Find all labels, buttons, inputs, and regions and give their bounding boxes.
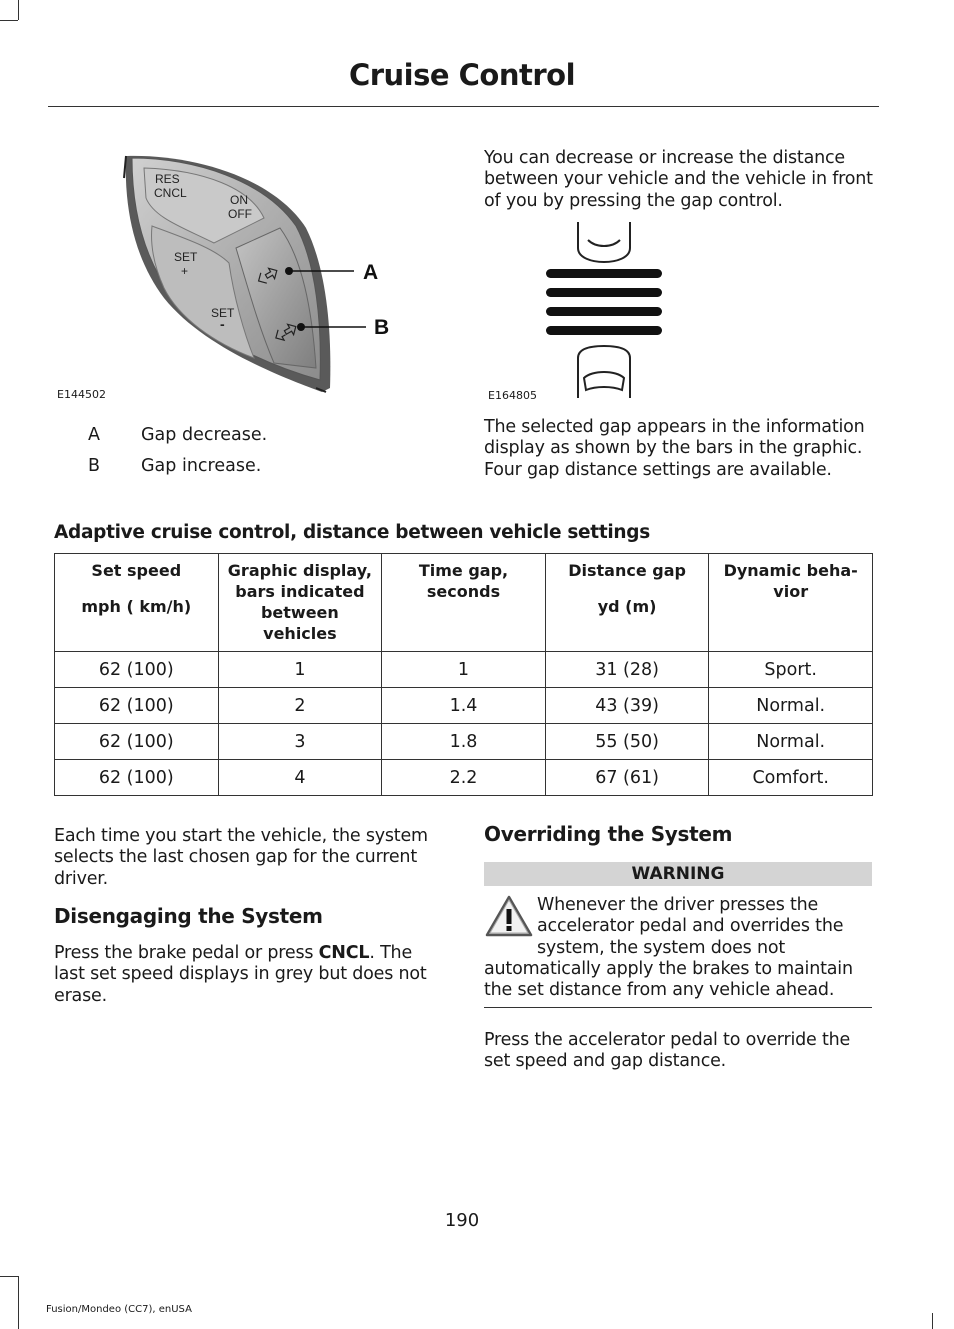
header-time-gap <box>382 554 546 652</box>
disengage-text <box>54 943 446 1007</box>
figure-code-right: E164805 <box>488 389 537 402</box>
disengage-text-post: . The last set speed displays in grey but does not erase. <box>54 943 427 1006</box>
cell-time-gap: 1.8 <box>382 724 546 760</box>
cell-bars: 1 <box>218 652 382 688</box>
table-header-row <box>55 554 873 652</box>
gap-display-figure <box>540 218 670 402</box>
res-label: RES <box>155 172 180 186</box>
on-label: ON <box>230 193 248 207</box>
footer-text: Fusion/Mondeo (CC7), enUSA <box>46 1304 192 1315</box>
cell-set-speed: 62 (100) <box>55 688 219 724</box>
legend-text-a: Gap decrease. <box>141 425 268 445</box>
header-graphic-display <box>218 554 382 652</box>
gap-settings-table <box>54 553 873 796</box>
set-plus-sign: + <box>181 264 189 278</box>
header-dynamic-behavior <box>709 554 873 652</box>
steering-control-illustration <box>54 148 414 404</box>
crop-mark <box>932 1313 933 1329</box>
warning-end-rule <box>484 1007 872 1008</box>
cncl-label: CNCL <box>154 186 187 200</box>
cell-time-gap: 2.2 <box>382 760 546 796</box>
crop-mark <box>18 0 19 20</box>
gap-intro-text: You can decrease or increase the distance between your vehicle and the vehicle in front of you by pressing the gap control. <box>484 148 873 211</box>
legend-key-b: B <box>88 456 101 476</box>
warning-banner: WARNING <box>484 862 872 886</box>
set-plus-label: SET <box>174 250 198 264</box>
header-distance-gap-line1: Distance gap <box>568 561 686 580</box>
own-vehicle-icon <box>578 346 630 398</box>
warning-text <box>484 895 876 1001</box>
cell-set-speed: 62 (100) <box>55 724 219 760</box>
warning-text-content: Whenever the driver presses the accelerator pedal and overrides the system, the system does not automatically apply the brakes to maintain the set distance from any vehicle ahead. <box>484 895 853 1001</box>
header-set-speed-line2: mph ( km/h) <box>81 597 192 616</box>
header-set-speed-line1: Set speed <box>91 561 182 580</box>
header-set-speed <box>55 554 219 652</box>
page-number: 190 <box>444 1210 480 1231</box>
cell-time-gap: 1.4 <box>382 688 546 724</box>
header-time-gap-text: Time gap, seconds <box>418 561 509 601</box>
gap-bar <box>546 288 662 297</box>
crop-mark <box>18 1276 19 1329</box>
cncl-bold: CNCL <box>318 943 370 963</box>
gap-display-text: The selected gap appears in the information display as shown by the bars in the graphic. Four gap distance settings are available. <box>484 417 865 480</box>
override-heading: Overriding the System <box>484 822 733 846</box>
gap-bar <box>546 307 662 316</box>
table-row <box>55 724 873 760</box>
gap-bar <box>546 326 662 335</box>
cell-bars: 3 <box>218 724 382 760</box>
gap-bar <box>546 269 662 278</box>
table-row <box>55 652 873 688</box>
steering-control-figure <box>54 148 414 404</box>
gap-display-illustration <box>540 218 670 402</box>
title-rule <box>48 106 879 107</box>
cell-distance-gap: 31 (28) <box>545 652 709 688</box>
cell-behavior: Comfort. <box>709 760 873 796</box>
cell-distance-gap: 55 (50) <box>545 724 709 760</box>
gap-bars <box>546 269 662 335</box>
figure-code-left: E144502 <box>57 388 106 401</box>
disengage-text-pre: Press the brake pedal or press <box>54 943 319 963</box>
override-text: Press the accelerator pedal to override the set speed and gap distance. <box>484 1030 851 1072</box>
legend-text-b: Gap increase. <box>141 456 262 476</box>
page-title: Cruise Control <box>348 58 576 92</box>
callout-b: B <box>374 316 390 339</box>
set-minus-sign: - <box>220 316 225 332</box>
cell-time-gap: 1 <box>382 652 546 688</box>
cell-behavior: Normal. <box>709 724 873 760</box>
cell-bars: 4 <box>218 760 382 796</box>
legend-key-a: A <box>88 425 100 445</box>
table-row <box>55 760 873 796</box>
header-distance-gap <box>545 554 709 652</box>
cell-set-speed: 62 (100) <box>55 760 219 796</box>
cell-set-speed: 62 (100) <box>55 652 219 688</box>
lead-vehicle-icon <box>578 222 630 262</box>
cell-distance-gap: 43 (39) <box>545 688 709 724</box>
header-dynamic-behavior-text: Dynamic beha-vior <box>723 561 858 601</box>
gap-memory-text: Each time you start the vehicle, the system selects the last chosen gap for the current driver. <box>54 826 428 889</box>
crop-mark <box>0 1276 18 1277</box>
off-label: OFF <box>228 207 252 221</box>
cell-behavior: Normal. <box>709 688 873 724</box>
cell-distance-gap: 67 (61) <box>545 760 709 796</box>
set-minus-label: SET <box>211 306 235 320</box>
crop-mark <box>0 20 18 21</box>
table-title: Adaptive cruise control, distance between vehicle settings <box>54 522 650 543</box>
header-graphic-display-text: Graphic display, bars indicated between vehicles <box>227 561 372 643</box>
cell-behavior: Sport. <box>709 652 873 688</box>
cell-bars: 2 <box>218 688 382 724</box>
callout-a: A <box>363 261 379 284</box>
table-row <box>55 688 873 724</box>
disengage-heading: Disengaging the System <box>54 904 323 928</box>
header-distance-gap-line2: yd (m) <box>597 597 657 616</box>
